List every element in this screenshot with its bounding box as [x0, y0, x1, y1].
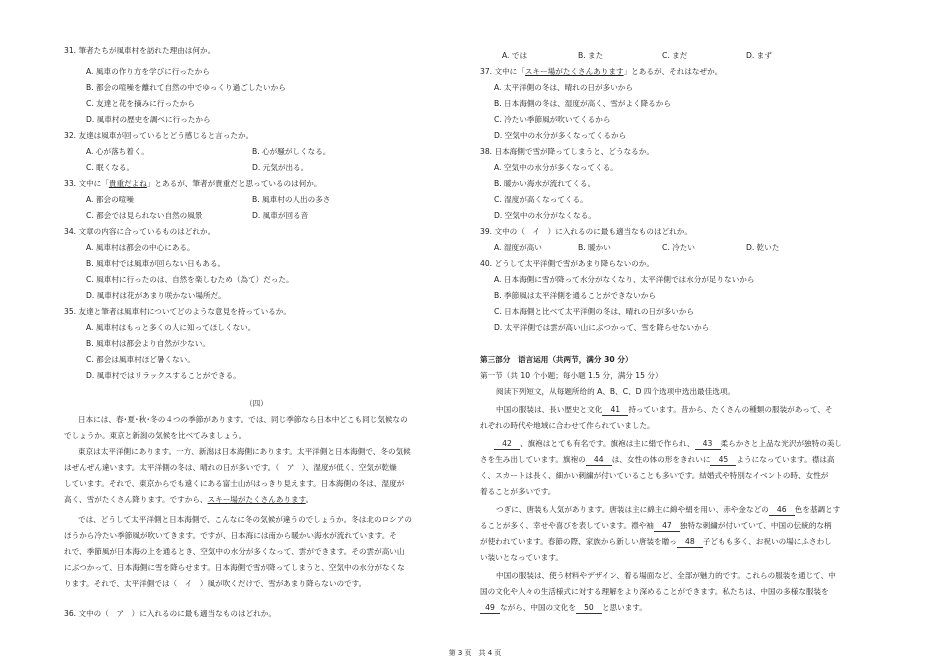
- cloze-line: [480, 602, 647, 614]
- q37-option-c: C. 冷たい季節風が吹いてくるから: [494, 115, 611, 124]
- passage-p2-line: [64, 494, 313, 505]
- q39-stem: 39. 文中の（ イ ）に入れるのに最も適当なものはどれか。: [480, 227, 692, 236]
- cloze-text: さを生み出しています。旗袍の: [480, 455, 586, 464]
- blank-41: 41: [602, 404, 628, 416]
- cloze-line: い装いとなっています。: [480, 553, 563, 562]
- cloze-text: 独特な刺繍が付いていて、中国の伝統的な柄: [679, 521, 832, 530]
- q34-stem: 34. 文章の内容に合っているものはどれか。: [64, 227, 216, 236]
- q40-option-c: C. 日本海側と比べて太平洋側の冬は、晴れの日が多いから: [494, 307, 694, 316]
- cloze-line: [496, 504, 840, 516]
- passage-p3-line: ほうから冷たい季節風が吹いてきます。ですが、日本海には南から暖かい海水が流れています。そ: [64, 531, 397, 540]
- section1-heading: 第一节（共 10 个小题；每小题 1.5 分，满分 15 分）: [480, 371, 663, 380]
- q35-stem: 35. 友達と筆者は風車村についてどのような意見を持っているか。: [64, 307, 291, 316]
- passage-p2-line: 東京は太平洋側にあります。一方、新潟は日本海側にあります。太平洋側と日本海側で、冬の気候: [78, 447, 411, 456]
- passage-p3-line: ります。それで、太平洋側では（ イ ）風が吹くだけで、雪があまり降らないのです。: [64, 579, 367, 588]
- passage-p2-line: はぜんぜん違います。太平洋側の冬は、晴れの日が多いです。（ ア ）、湿度が低く、空気が乾燥: [64, 463, 397, 472]
- q37-underlined-phrase: スキー場がたくさんあります: [524, 67, 624, 76]
- cloze-text: ながら、中国の文化を: [500, 603, 576, 612]
- passage-p3-line: にぶつかって、日本海側に雪を降らせます。日本海側で雪が降ってしまうと、空気中の水分がなくな: [64, 563, 405, 572]
- blank-43: 43: [695, 438, 721, 450]
- cloze-text: 持っています。昔から、たくさんの種類の服装があって、そ: [628, 405, 833, 414]
- cloze-line: [480, 520, 832, 532]
- q31-option-b: B. 都会の喧噪を離れて自然の中でゆっくり過ごしたいから: [86, 83, 286, 92]
- part3-title: 第三部分 语言运用（共两节，满分 30 分）: [480, 355, 633, 364]
- cloze-text: 、旗袍はとても有名です。旗袍は主に絹で作られ、: [520, 439, 695, 448]
- q38-option-a: A. 空気中の水分が多くなってくる。: [494, 163, 618, 172]
- passage-p3-line: れで、季節風が日本海の上を通るとき、空気中の水分が多くなって、雲ができます。その雲が高い山: [64, 547, 405, 556]
- q31-option-a: A. 風車の作り方を学びに行ったから: [86, 67, 210, 76]
- cloze-text: と思います。: [601, 603, 647, 612]
- q31-option-d: D. 風車村の歴史を調べに行ったから: [86, 115, 211, 124]
- passage-p2-line-pre: 高く、雪がたくさん降ります。ですから、: [64, 495, 208, 504]
- q32-option-c: C. 眠くなる。: [86, 163, 135, 172]
- q38-option-c: C. 湿度が高くなってくる。: [494, 195, 588, 204]
- q38-stem: 38. 日本海側で雪が降ってしまうと、どうなるか。: [480, 147, 654, 156]
- q31-option-c: C. 友達と花を摘みに行ったから: [86, 99, 195, 108]
- cloze-line: [494, 438, 842, 450]
- cloze-text: ることが多く、幸せや喜びを表しています。襟や袖: [480, 521, 654, 530]
- q37-option-d: D. 空気中の水分が多くなってくるから: [494, 131, 627, 140]
- q32-option-d: D. 元気が出る。: [252, 163, 309, 172]
- cloze-text: 中国の服装は、長い歴史と文化: [496, 405, 603, 414]
- blank-49: 49: [480, 602, 500, 614]
- cloze-text: は、女性の体の形をきれいに: [611, 455, 711, 464]
- passage-p3-line: では、どうして太平洋側と日本海側で、こんなに冬の気候が違うのでしょうか。冬は北のロシアの: [78, 515, 412, 524]
- q37-stem: [480, 66, 722, 77]
- q33-stem: [64, 178, 322, 189]
- cloze-line: [480, 454, 835, 466]
- passage-p2-line: しています。それで、東京からでも遠くにある富士山がはっきり見えます。日本海側の冬は、湿度が: [64, 479, 405, 488]
- q34-option-d: D. 風車村は花があまり咲かない場所だ。: [86, 291, 226, 300]
- cloze-line: 国の文化や人々の生活様式に対する理解をより深めることができます。私たちは、中国の多様な服装を: [480, 587, 829, 596]
- cloze-text: 色を基調とす: [794, 505, 841, 514]
- cloze-text: 柔らかさと上品な光沢が独特の美し: [720, 439, 843, 448]
- passage-p1-line: 日本には、春･夏･秋･冬の４つの季節があります。では、同じ季節なら日本中どこも同じ気候なの: [78, 415, 408, 424]
- q32-option-a: A. 心が落ち着く。: [86, 147, 149, 156]
- q37-option-a: A. 太平洋側の冬は、晴れの日が多いから: [494, 83, 633, 92]
- q40-option-d: D. 太平洋側では雲が高い山にぶつかって、雪を降らせないから: [494, 323, 710, 332]
- cloze-line: く、スカートは長く、細かい刺繍が付いていることも多いです。結婚式や特別なイベントの時、女性が: [480, 471, 829, 480]
- cloze-text: が使われています。春節の際、家族から新しい唐装を贈っ: [480, 537, 677, 546]
- blank-50: 50: [576, 602, 602, 614]
- instruction-text: 阅读下列短文，从每题所给的 A、B、C、D 四个选项中选出最佳选项。: [496, 387, 736, 396]
- q32-stem: 32. 友達は風車が回っているとどう感じると言ったか。: [64, 131, 254, 140]
- cloze-line: [496, 404, 833, 416]
- q34-option-c: C. 風車村に行ったのは、自然を楽しむため（為て）だった。: [86, 275, 294, 284]
- cloze-line: [480, 536, 832, 548]
- q32-option-b: B. 心が騒がしくなる。: [252, 147, 331, 156]
- passage-underlined-phrase: スキー場がたくさんあります: [207, 495, 306, 504]
- q35-option-d: D. 風車村ではリラックスすることができる。: [86, 371, 241, 380]
- q40-stem: 40. どうして太平洋側で雪があまり降らないのか。: [480, 259, 654, 268]
- cloze-line: れぞれの時代や地域に合わせて作られていました。: [480, 421, 655, 430]
- q35-option-a: A. 風車村はもっと多くの人に知ってほしくない。: [86, 323, 256, 332]
- cloze-text: 子どもも多く、お祝いの場にふさわし: [702, 537, 832, 546]
- q31-stem: 31. 筆者たちが風車村を訪れた理由は何か。: [64, 46, 216, 55]
- q33-option-a: A. 都会の喧噪: [86, 195, 134, 204]
- q33-stem-pre: 33. 文中に「: [64, 179, 109, 188]
- q37-option-b: B. 日本海側の冬は、湿度が高く、雪がよく降るから: [494, 99, 671, 108]
- blank-46: 46: [769, 504, 795, 516]
- q36-option-c: C. まだ: [662, 51, 688, 60]
- q38-option-b: B. 暖かい海水が流れてくる。: [494, 179, 596, 188]
- q36-option-a: A. では: [502, 51, 528, 60]
- q36-option-d: D. まず: [746, 51, 772, 60]
- q35-option-b: B. 風車村は都会より自然が少ない。: [86, 339, 210, 348]
- q35-option-c: C. 都会は風車村ほど暑くない。: [86, 355, 195, 364]
- cloze-line: 着ることが多いです。: [480, 487, 556, 496]
- passage-p1-line: でしょうか。東京と新潟の気候を比べてみましょう。: [64, 431, 247, 440]
- q39-option-b: B. 暖かい: [578, 243, 611, 252]
- q37-stem-post: 」とあるが、それはなぜか。: [623, 67, 723, 76]
- q33-underlined-phrase: 貴重だよね: [108, 179, 147, 188]
- cloze-line: 中国の服装は、使う材料やデザイン、着る場面など、全部が魅力的です。これらの服装を通じて、中: [496, 571, 836, 580]
- blank-45: 45: [710, 454, 736, 466]
- q40-option-b: B. 季節風は太平洋側を通ることができないから: [494, 291, 656, 300]
- q39-option-c: C. 冷たい: [662, 243, 695, 252]
- cloze-text: ようになっています。襟は高: [736, 455, 835, 464]
- q36-stem: 36. 文中の（ ア ）に入れるのに最も適当なものはどれか。: [64, 609, 276, 618]
- q36-option-b: B. また: [578, 51, 604, 60]
- q33-option-b: B. 風車村の人出の多さ: [252, 195, 331, 204]
- section-title: （四）: [245, 399, 268, 408]
- q33-option-c: C. 都会では見られない自然の風景: [86, 211, 203, 220]
- blank-42: 42: [494, 438, 520, 450]
- q34-option-b: B. 風車村では風車が回らない日もある。: [86, 259, 226, 268]
- q39-option-d: D. 乾いた: [746, 243, 780, 252]
- q33-stem-post: 」とあるが、筆者が貴重だと思っているのは何か。: [146, 179, 322, 188]
- q38-option-d: D. 空気中の水分がなくなる。: [494, 211, 596, 220]
- q34-option-a: A. 風車村は都会の中心にある。: [86, 243, 195, 252]
- blank-44: 44: [586, 454, 612, 466]
- blank-47: 47: [654, 520, 680, 532]
- cloze-text: つぎに、唐装も人気があります。唐装は主に綿主に綿や絹を用い、赤や金などの: [496, 505, 769, 514]
- passage-p2-line-post: 。: [305, 495, 314, 504]
- q33-option-d: D. 風車が回る音: [252, 211, 309, 220]
- q39-option-a: A. 湿度が高い: [494, 243, 542, 252]
- page-number: 第 3 页 共 4 页: [448, 649, 502, 657]
- q37-stem-pre: 37. 文中に「: [480, 67, 525, 76]
- blank-48: 48: [677, 536, 703, 548]
- q40-option-a: A. 日本海側に雪が降って水分がなくなり、太平洋側では水分が足りないから: [494, 275, 755, 284]
